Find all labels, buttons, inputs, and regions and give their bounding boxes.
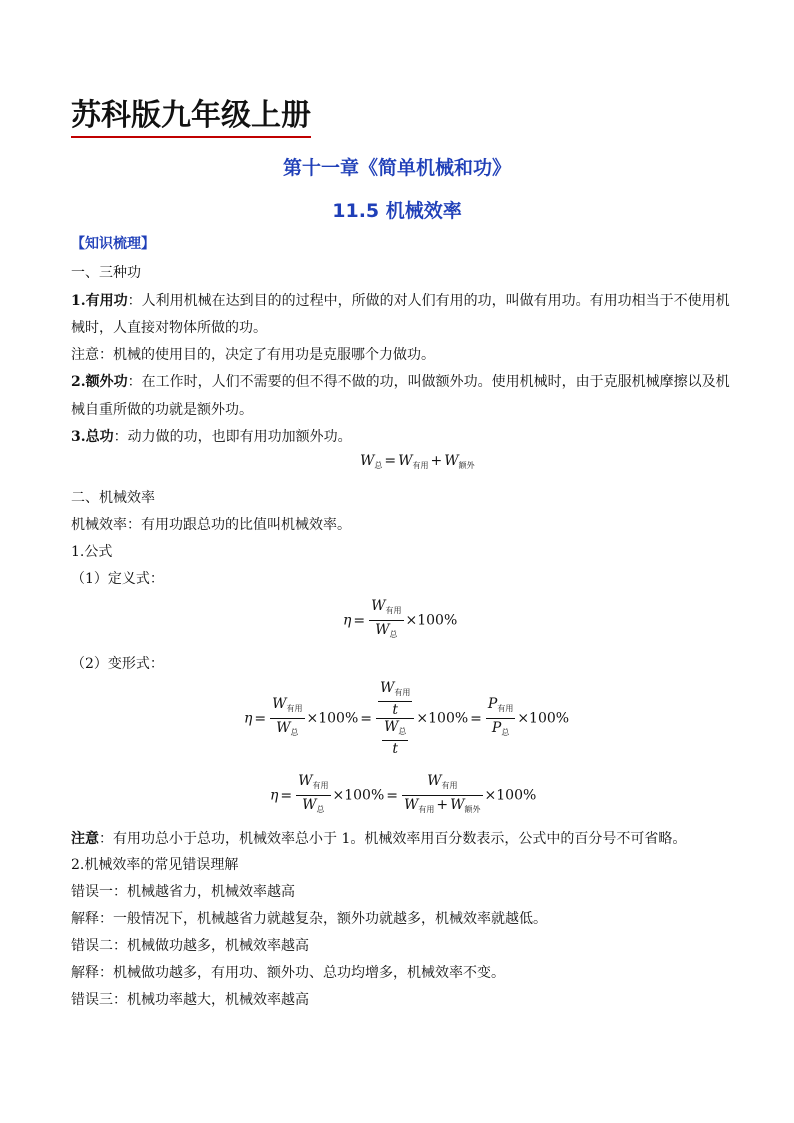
misconception-item: 错误一：机械越省力，机械效率越高 bbox=[71, 884, 295, 900]
useful-work-text1: ：人利用机械在达到目的的过程中，所做的对人们有用的功，叫做有用功。有用功相当于不使用机 bbox=[127, 293, 730, 309]
knowledge-tag: 【知识梳理】 bbox=[71, 236, 155, 252]
efficiency-definition: 机械效率：有用功跟总功的比值叫机械效率。 bbox=[71, 517, 351, 533]
note1: 注意：机械的使用目的，决定了有用功是克服哪个力做功。 bbox=[71, 347, 435, 363]
extra-work-label: 2.额外功 bbox=[71, 374, 128, 390]
variant-label: （2）变形式： bbox=[71, 656, 164, 672]
section-title: 11.5 机械效率 bbox=[332, 200, 462, 222]
misconception-item: 错误三：机械功率越大，机械效率越高 bbox=[71, 992, 309, 1008]
part1-heading: 一、三种功 bbox=[71, 265, 141, 281]
useful-work-line1 bbox=[71, 291, 731, 311]
extra-work-line2: 械自重所做的功就是额外功。 bbox=[71, 402, 253, 418]
definition-formula: η = $\frac{W_{有用}}{W_总}$ ×100% bbox=[343, 597, 457, 644]
total-work-line bbox=[71, 427, 731, 447]
variant-formula-1: η = $\frac{W_{有用}}{W_总}$ ×100% = $\frac{\frac{W_{有用}}{t}}{\frac{W_总}{t}}$ ×100% = $\frac{P_{有用}}{P_总}$ ×100% bbox=[244, 680, 570, 757]
total-work-text: ：动力做的功，也即有用功加额外功。 bbox=[113, 429, 352, 445]
misconception-item: 解释：机械做功越多，有用功、额外功、总功均增多，机械效率不变。 bbox=[71, 965, 505, 981]
chapter-title: 第十一章《简单机械和功》 bbox=[282, 157, 511, 179]
misconception-item: 错误二：机械做功越多，机械效率越高 bbox=[71, 938, 309, 954]
total-work-label: 3.总功 bbox=[71, 429, 114, 445]
formula-heading: 1.公式 bbox=[71, 544, 113, 560]
note2: 注意：有用功总小于总功，机械效率总小于 1。机械效率用百分数表示，公式中的百分号不可省略。 bbox=[71, 831, 687, 847]
misconception-heading: 2.机械效率的常见错误理解 bbox=[71, 857, 239, 873]
definition-label: （1）定义式： bbox=[71, 571, 164, 587]
misconception-item: 解释：一般情况下，机械越省力就越复杂，额外功就越多，机械效率就越低。 bbox=[71, 911, 547, 927]
useful-work-label: 1.有用功 bbox=[71, 293, 128, 309]
variant-formula-2: η = $\frac{W_{有用}}{W_总}$ ×100% = $\frac{W_{有用}}{W_{有用} + W_{额外}}$ ×100% bbox=[270, 773, 537, 814]
part2-heading: 二、机械效率 bbox=[71, 490, 155, 506]
extra-work-text1: ：在工作时，人们不需要的但不得不做的功，叫做额外功。使用机械时，由于克服机械摩擦以及机 bbox=[127, 374, 730, 390]
total-work-formula: $W_总 = W_{有用} + W_{额外}$ bbox=[360, 453, 475, 470]
fraction: $\frac{W_{有用}}{W_总}$ bbox=[371, 598, 402, 639]
extra-work-line1 bbox=[71, 372, 731, 392]
document-title: 苏科版九年级上册 bbox=[71, 96, 311, 138]
useful-work-line2: 械时，人直接对物体所做的功。 bbox=[71, 320, 267, 336]
